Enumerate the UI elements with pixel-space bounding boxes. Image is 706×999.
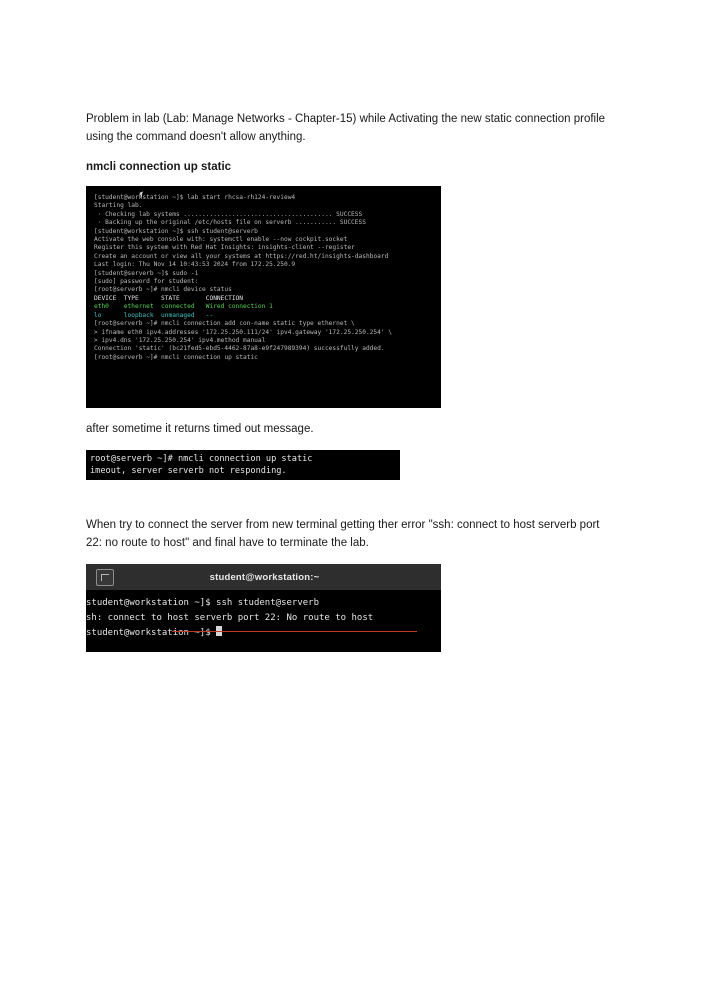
- mouse-pointer-icon: [140, 191, 145, 195]
- terminal-line-prompt: [86, 626, 437, 641]
- terminal-line-device-lo: lo loopback unmanaged --: [94, 311, 214, 319]
- terminal-line-timeout: imeout, server serverb not responding.: [90, 465, 287, 476]
- terminal-line-ssh-cmd: student@workstation ~]$ ssh student@serverb: [86, 598, 319, 608]
- document-content: [86, 110, 611, 652]
- ssh-error-paragraph: When try to connect the server from new terminal getting ther error "ssh: connect to host serverb port 22: no route to host" and final have to terminate the lab.: [86, 519, 600, 549]
- terminal-line: [sudo] password for student:: [94, 278, 199, 286]
- terminal-line: [student@workstation ~]$ ssh student@serverb: [94, 227, 258, 235]
- terminal-window-title: student@workstation:~: [209, 571, 320, 583]
- terminal-line-conn-add-1: [root@serverb ~]# nmcli connection add con-name static type ethernet \: [94, 320, 355, 328]
- terminal-screenshot-1: [86, 186, 441, 408]
- terminal-line: [student@serverb ~]$ sudo -i: [94, 269, 199, 277]
- terminal-line-backup-hosts: · Backing up the original /etc/hosts file on serverb ........... SUCCESS: [94, 219, 366, 227]
- terminal-line-conn-add-3: > ipv4.dns '172.25.250.254' ipv4.method manual: [94, 336, 266, 344]
- terminal-title-bar: [86, 564, 441, 590]
- prompt-text: student@workstation ~]$: [86, 628, 217, 638]
- terminal-line-device-eth0: eth0 ethernet connected Wired connection 1: [94, 303, 273, 311]
- terminal-line-conn-add-2: > ifname eth0 ipv4.addresses '172.25.250.111/24' ipv4.gateway '172.25.250.254' \: [94, 328, 393, 336]
- terminal-body-3: [86, 590, 441, 652]
- terminal-line-conn-up: [root@serverb ~]# nmcli connection up static: [94, 353, 258, 361]
- intro-paragraph: Problem in lab (Lab: Manage Networks - Chapter-15) while Activating the new static connection profile using the command doesn't allow anything.: [86, 113, 606, 143]
- terminal-line-conn-added: Connection 'static' (bc21fed5-ebd5-4462-87a8-e9f247989394) successfully added.: [94, 345, 385, 353]
- terminal-line-device-header: DEVICE TYPE STATE CONNECTION: [94, 294, 244, 302]
- red-underline-annotation: [172, 631, 417, 632]
- terminal-screenshot-2: [86, 450, 400, 480]
- terminal-line: [student@workstation ~]$ lab start rhcsa-rh124-review4: [94, 194, 296, 201]
- terminal-line-check-systems: · Checking lab systems ........................................ SUCCESS: [94, 210, 363, 218]
- timeout-paragraph: after sometime it returns timed out message.: [86, 423, 314, 435]
- terminal-line: Activate the web console with: systemctl enable --now cockpit.socket: [94, 236, 348, 244]
- terminal-line-ssh-error: sh: connect to host serverb port 22: No route to host: [86, 613, 374, 623]
- command-heading: nmcli connection up static: [86, 161, 232, 173]
- terminal-line-device-status-cmd: [root@serverb ~]# nmcli device status: [94, 286, 232, 294]
- terminal-line: Starting lab.: [94, 202, 143, 210]
- terminal-line-conn-up-retry: root@serverb ~]# nmcli connection up static: [90, 454, 313, 464]
- terminal-icon: [96, 569, 114, 586]
- terminal-line: Create an account or view all your systems at https://red.ht/insights-dashboard: [94, 252, 389, 260]
- terminal-line: Last login: Thu Nov 14 10:43:53 2024 from 172.25.250.9: [94, 261, 296, 269]
- terminal-screenshot-3: [86, 564, 441, 652]
- terminal-line: Register this system with Red Hat Insights: insights-client --register: [94, 244, 355, 252]
